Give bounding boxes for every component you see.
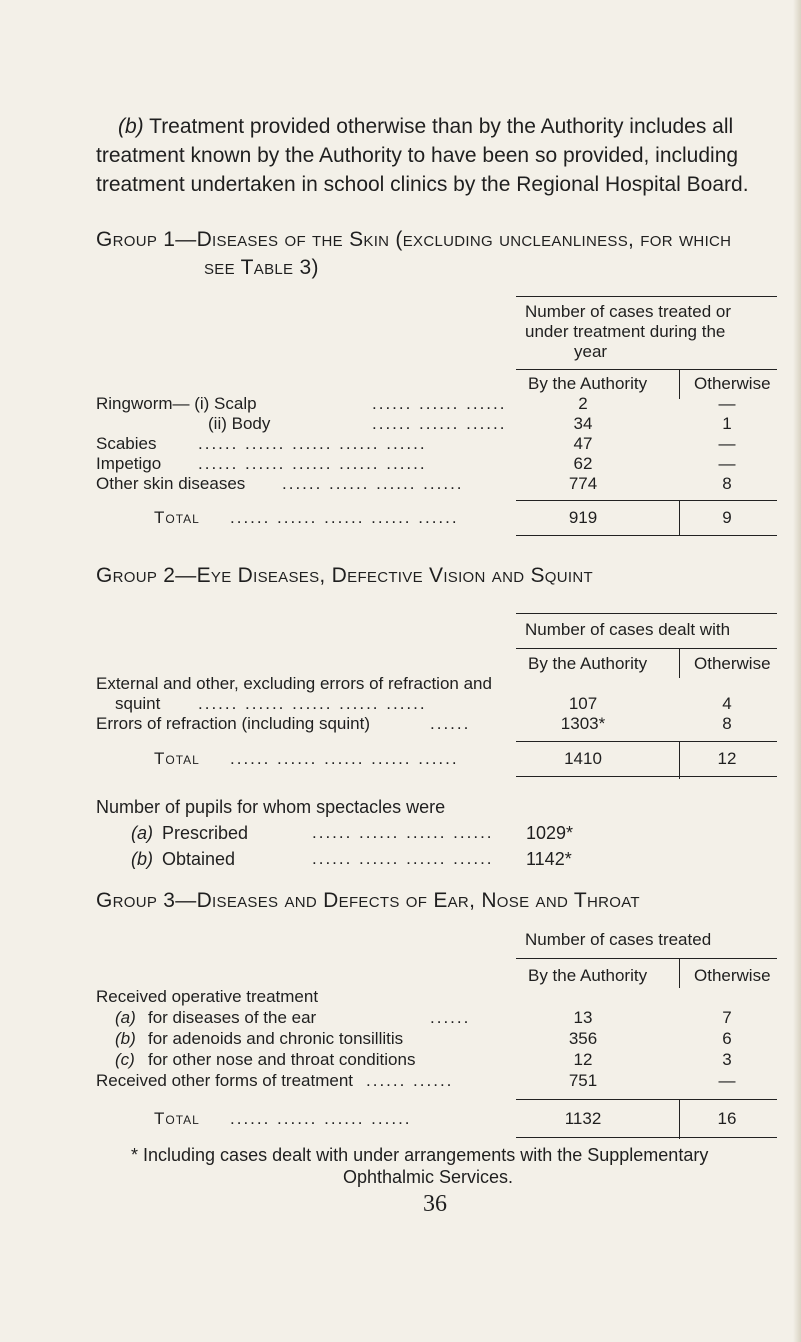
group3-row-authority: 13 bbox=[573, 1008, 593, 1027]
group3-other-authority: 751 bbox=[568, 1071, 598, 1090]
group3-header: Number of cases treated bbox=[525, 930, 712, 949]
group1-header-line3: year bbox=[574, 342, 608, 361]
group1-col-otherwise: Otherwise bbox=[694, 374, 771, 393]
group1-row-label: (ii) Body bbox=[208, 414, 271, 433]
leader-dots: ...... ...... ...... ...... bbox=[312, 823, 494, 842]
group1-total-rule bbox=[516, 500, 777, 501]
group1-header-line2: under treatment during the bbox=[525, 322, 726, 341]
group1-col-authority: By the Authority bbox=[528, 374, 648, 393]
group2-row-authority: 1303* bbox=[560, 714, 606, 733]
group2-total-otherwise: 12 bbox=[717, 749, 737, 768]
group1-row-authority: 774 bbox=[568, 474, 598, 493]
group2-row-label: Errors of refraction (including squint) bbox=[96, 714, 371, 733]
group3-other-label: Received other forms of treatment bbox=[96, 1071, 354, 1090]
group1-bottom-rule bbox=[516, 535, 777, 536]
footnote-line1: * Including cases dealt with under arrangements with the Supplementary bbox=[131, 1145, 709, 1165]
group3-total-authority: 1132 bbox=[564, 1109, 602, 1128]
group3-row-letter: (c) bbox=[115, 1050, 135, 1069]
leader-dots: ...... ...... ...... ...... ...... bbox=[230, 749, 459, 768]
page-edge-shadow bbox=[793, 0, 801, 1342]
group3-col-divider bbox=[679, 958, 680, 988]
leader-dots: ...... ...... ...... ...... ...... bbox=[230, 508, 459, 527]
group2-col-otherwise: Otherwise bbox=[694, 654, 771, 673]
group2-heading: Group 2—Eye Diseases, Defective Vision and Squint bbox=[96, 564, 593, 587]
spectacles-letter: (a) bbox=[131, 823, 153, 843]
footnote-line2: Ophthalmic Services. bbox=[343, 1167, 514, 1187]
group1-row-label: Impetigo bbox=[96, 454, 162, 473]
leader-dots: ...... ...... ...... ...... ...... bbox=[198, 454, 427, 473]
group1-row-label: Ringworm— (i) Scalp bbox=[96, 394, 257, 413]
group3-col-authority: By the Authority bbox=[528, 966, 648, 985]
spectacles-letter: (b) bbox=[131, 849, 153, 869]
spectacles-value: 1029* bbox=[526, 823, 574, 843]
group2-header-rule bbox=[516, 648, 777, 649]
spectacles-title: Number of pupils for whom spectacles were bbox=[96, 797, 446, 817]
leader-dots: ...... ...... ...... ...... ...... bbox=[198, 434, 427, 453]
intro-paragraph bbox=[96, 112, 786, 199]
intro-label: (b) bbox=[118, 115, 144, 138]
group1-row-label: Other skin diseases bbox=[96, 474, 246, 493]
group3-row-letter: (a) bbox=[115, 1008, 136, 1027]
group1-total-label: Total bbox=[154, 508, 200, 527]
group1-row-otherwise: — bbox=[718, 394, 736, 413]
group3-header-rule bbox=[516, 958, 777, 959]
group1-heading: Group 1—Diseases of the Skin (excluding uncleanliness, for which bbox=[96, 228, 732, 251]
page-number: 36 bbox=[423, 1191, 447, 1217]
group2-total-rule bbox=[516, 741, 777, 742]
group1-row-authority: 34 bbox=[573, 414, 593, 433]
leader-dots: ...... bbox=[430, 714, 471, 733]
group2-row-otherwise: 4 bbox=[722, 694, 732, 713]
group1-total-otherwise: 9 bbox=[722, 508, 732, 527]
group3-total-label: Total bbox=[154, 1109, 200, 1128]
group2-col-authority: By the Authority bbox=[528, 654, 648, 673]
group1-row-authority: 62 bbox=[573, 454, 593, 473]
group3-row-label: for diseases of the ear bbox=[148, 1008, 317, 1027]
group1-row-authority: 47 bbox=[573, 434, 593, 453]
group2-row-otherwise: 8 bbox=[722, 714, 732, 733]
group3-row-authority: 356 bbox=[568, 1029, 598, 1048]
group3-row-label: for other nose and throat conditions bbox=[148, 1050, 416, 1069]
group1-row-otherwise: 1 bbox=[722, 414, 732, 433]
group3-col-otherwise: Otherwise bbox=[694, 966, 771, 985]
group2-row-authority: 107 bbox=[568, 694, 598, 713]
group1-row-otherwise: — bbox=[718, 454, 736, 473]
group3-row-otherwise: 7 bbox=[722, 1008, 732, 1027]
group2-col-divider bbox=[679, 648, 680, 678]
spectacles-value: 1142* bbox=[526, 849, 572, 869]
spectacles-label: Obtained bbox=[162, 849, 236, 869]
spectacles-label: Prescribed bbox=[162, 823, 249, 843]
group3-total-rule bbox=[516, 1099, 777, 1100]
group3-section-label: Received operative treatment bbox=[96, 987, 319, 1006]
group2-top-rule bbox=[516, 613, 777, 614]
group3-heading: Group 3—Diseases and Defects of Ear, Nose and Throat bbox=[96, 889, 640, 912]
leader-dots: ...... ...... ...... bbox=[372, 394, 507, 413]
leader-dots: ...... ...... ...... ...... ...... bbox=[198, 694, 427, 713]
leader-dots: ...... ...... ...... ...... bbox=[282, 474, 464, 493]
group1-header-rule bbox=[516, 369, 777, 370]
group2-total-authority: 1410 bbox=[564, 749, 602, 768]
group3-total-otherwise: 16 bbox=[717, 1109, 737, 1128]
group2-total-label: Total bbox=[154, 749, 200, 768]
group2-row-label: External and other, excluding errors of refraction and bbox=[96, 674, 492, 693]
group1-total-authority: 919 bbox=[568, 508, 598, 527]
group2-bottom-rule bbox=[516, 776, 777, 777]
group3-row-otherwise: 3 bbox=[722, 1050, 732, 1069]
group3-row-otherwise: 6 bbox=[722, 1029, 732, 1048]
group1-header-line1: Number of cases treated or bbox=[525, 302, 731, 321]
group1-heading-cont: see Table 3) bbox=[204, 256, 319, 279]
group2-header: Number of cases dealt with bbox=[525, 620, 731, 639]
group3-other-otherwise: — bbox=[718, 1071, 736, 1090]
group1-row-otherwise: — bbox=[718, 434, 736, 453]
group3-row-authority: 12 bbox=[573, 1050, 593, 1069]
group1-row-authority: 2 bbox=[578, 394, 588, 413]
group3-row-label: for adenoids and chronic tonsillitis bbox=[148, 1029, 404, 1048]
leader-dots: ...... ...... bbox=[366, 1071, 454, 1090]
leader-dots: ...... ...... ...... ...... bbox=[230, 1109, 412, 1128]
group3-bottom-rule bbox=[516, 1137, 777, 1138]
leader-dots: ...... bbox=[430, 1008, 471, 1027]
leader-dots: ...... ...... ...... bbox=[372, 414, 507, 433]
group1-row-otherwise: 8 bbox=[722, 474, 732, 493]
group1-top-rule bbox=[516, 296, 777, 297]
leader-dots: ...... ...... ...... ...... bbox=[312, 849, 494, 868]
group3-row-letter: (b) bbox=[115, 1029, 136, 1048]
group1-row-label: Scabies bbox=[96, 434, 157, 453]
intro-text: Treatment provided otherwise than by the Authority includes all treatment known by the Authority to have been so provided, including treatment undertaken in school clinics by the Regional Hospital Board. bbox=[96, 115, 749, 196]
group2-row-label: squint bbox=[115, 694, 161, 713]
